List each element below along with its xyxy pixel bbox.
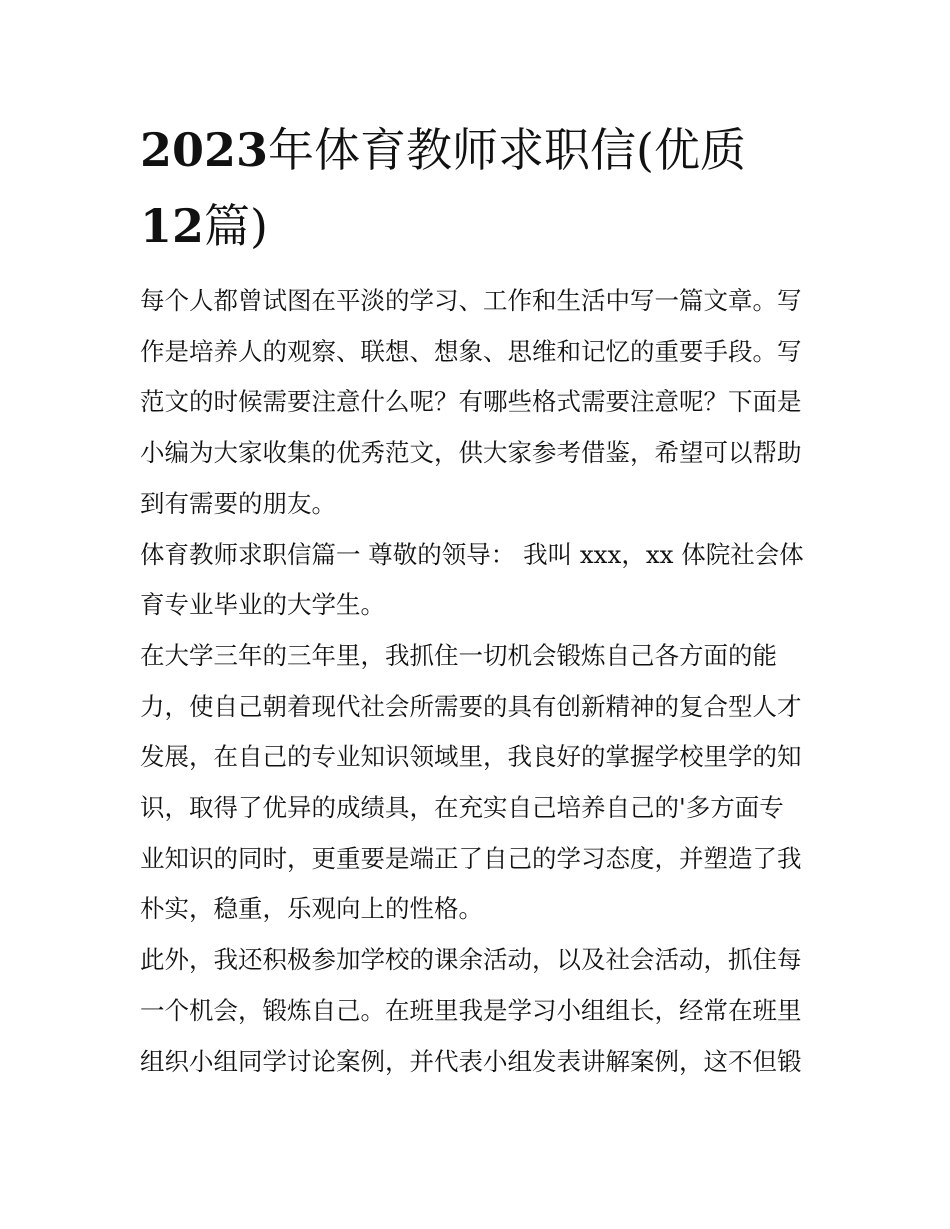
paragraph-intro: [140, 276, 816, 530]
document-title: [140, 112, 820, 264]
paragraph-line: 发展，在自己的专业知识领域里，我良好的掌握学校里学的知: [140, 742, 802, 772]
paragraph-line: 识，取得了优异的成绩具，在充实自己培养自己的'多方面专: [140, 793, 784, 823]
document-body: [140, 276, 816, 1087]
title-line-2-text: 篇): [204, 199, 268, 253]
title-year: 2023: [140, 123, 269, 177]
paragraph-university: [140, 631, 816, 935]
paragraph-line: 组织小组同学讨论案例，并代表小组发表讲解案例，这不但锻: [140, 1046, 802, 1076]
title-line-2: [140, 188, 820, 264]
paragraph-line: 体育教师求职信篇一 尊敬的领导： 我叫 xxx，xx 体院社会体: [140, 539, 804, 569]
paragraph-line: 一个机会，锻炼自己。在班里我是学习小组组长，经常在班里: [140, 995, 802, 1025]
paragraph-line: 小编为大家收集的优秀范文，供大家参考借鉴，希望可以帮助: [140, 438, 802, 468]
paragraph-line: 力，使自己朝着现代社会所需要的具有创新精神的复合型人才: [140, 691, 802, 721]
paragraph-line: 业知识的同时，更重要是端正了自己的学习态度，并塑造了我: [140, 843, 802, 873]
title-line-1-text: 年体育教师求职信(优质: [268, 123, 746, 177]
paragraph-activities: [140, 935, 816, 1087]
paragraph-line: 范文的时候需要注意什么呢？有哪些格式需要注意呢？下面是: [140, 387, 802, 417]
paragraph-line: 作是培养人的观察、联想、想象、思维和记忆的重要手段。写: [140, 336, 802, 366]
title-line-1: [140, 112, 820, 188]
paragraph-line: 每个人都曾试图在平淡的学习、工作和生活中写一篇文章。写: [140, 286, 802, 315]
paragraph-line: 此外，我还积极参加学校的课余活动，以及社会活动，抓住每: [140, 945, 802, 975]
paragraph-line: 育专业毕业的大学生。: [140, 590, 385, 620]
paragraph-line: 到有需要的朋友。: [140, 488, 336, 518]
title-count: 12: [140, 199, 205, 253]
paragraph-greeting: [140, 530, 816, 631]
paragraph-line: 在大学三年的三年里，我抓住一切机会锻炼自己各方面的能: [140, 640, 777, 670]
paragraph-line: 朴实，稳重，乐观向上的性格。: [140, 894, 483, 924]
